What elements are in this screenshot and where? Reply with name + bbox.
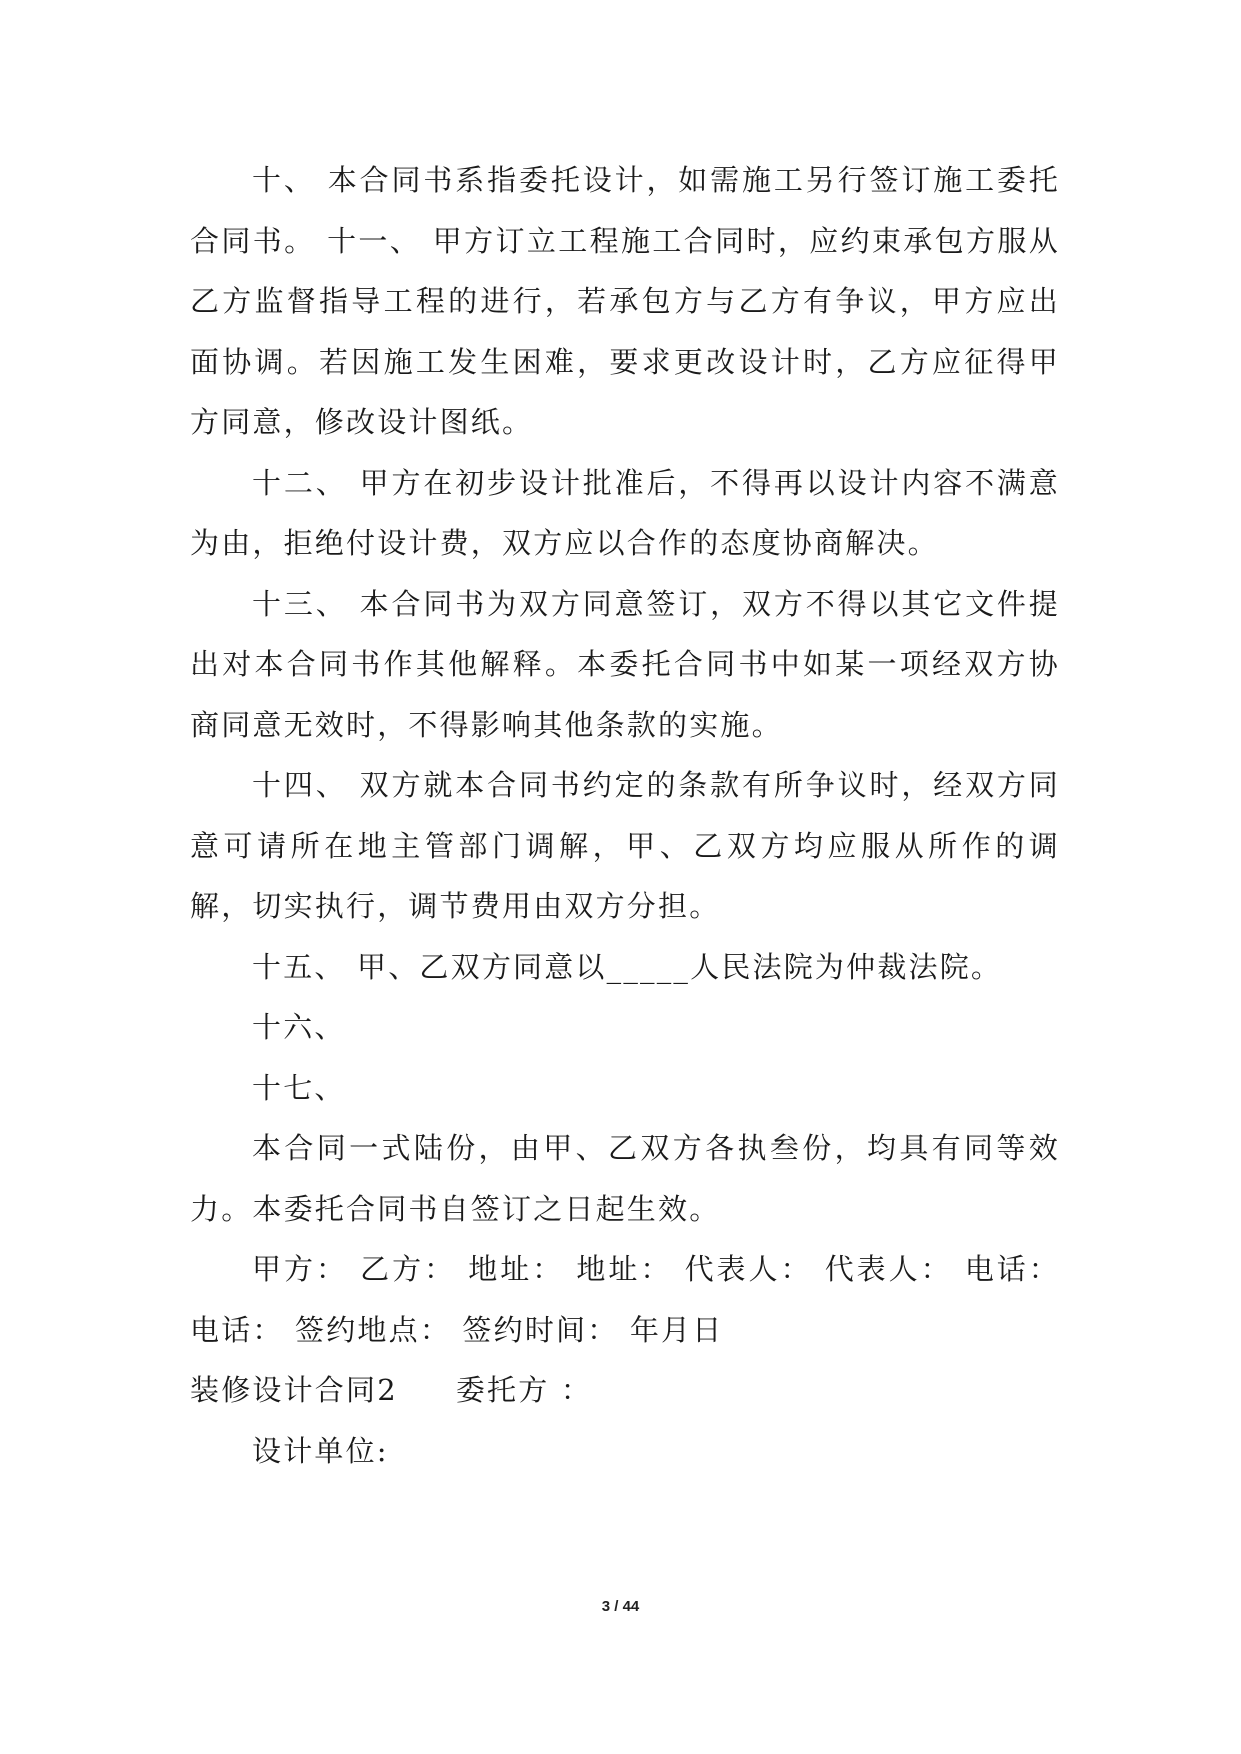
contract-2-heading — [190, 1360, 1060, 1421]
clause-14: 十四、 双方就本合同书约定的条款有所争议时，经双方同意可请所在地主管部门调解，甲、乙双方均应服从所作的调解，切实执行，调节费用由双方分担。 — [190, 768, 1060, 923]
clause-12: 十二、 甲方在初步设计批准后，不得再以设计内容不满意为由，拒绝付设计费，双方应以合作的态度协商解决。 — [190, 465, 1060, 560]
contract-2-title: 装修设计合同2 — [190, 1373, 398, 1407]
contract-2-designer-label: 设计单位: — [252, 1433, 389, 1468]
clause-17: 十七、 — [252, 1070, 346, 1105]
clause-15: 十五、 甲、乙双方同意以_____人民法院为仲裁法院。 — [252, 949, 1003, 984]
clause-13: 十三、 本合同书为双方同意签订，双方不得以其它文件提出对本合同书作其他解释。本委托合同书中如某一项经双方协商同意无效时，不得影响其他条款的实施。 — [190, 586, 1060, 742]
contract-2-client-label: 委托方 ： — [455, 1373, 593, 1407]
document-body — [190, 150, 1060, 1481]
copies-clause: 本合同一式陆份，由甲、乙双方各执叁份，均具有同等效力。本委托合同书自签订之日起生效。 — [190, 1131, 1060, 1226]
clause-16: 十六、 — [252, 1010, 346, 1044]
page-number: 3 / 44 — [601, 1598, 640, 1615]
clause-10-11: 十、 本合同书系指委托设计，如需施工另行签订施工委托合同书。 十一、 甲方订立工程施工合同时，应约束承包方服从乙方监督指导工程的进行，若承包方与乙方有争议，甲方应出面协调。若因施工发生困难，要求更改设计时，乙方应征得甲方同意，修改设计图纸。 — [190, 163, 1060, 439]
signature-block: 甲方： 乙方： 地址： 地址： 代表人： 代表人： 电话：电话： 签约地点： 签约时间： 年月日 — [190, 1252, 1060, 1347]
